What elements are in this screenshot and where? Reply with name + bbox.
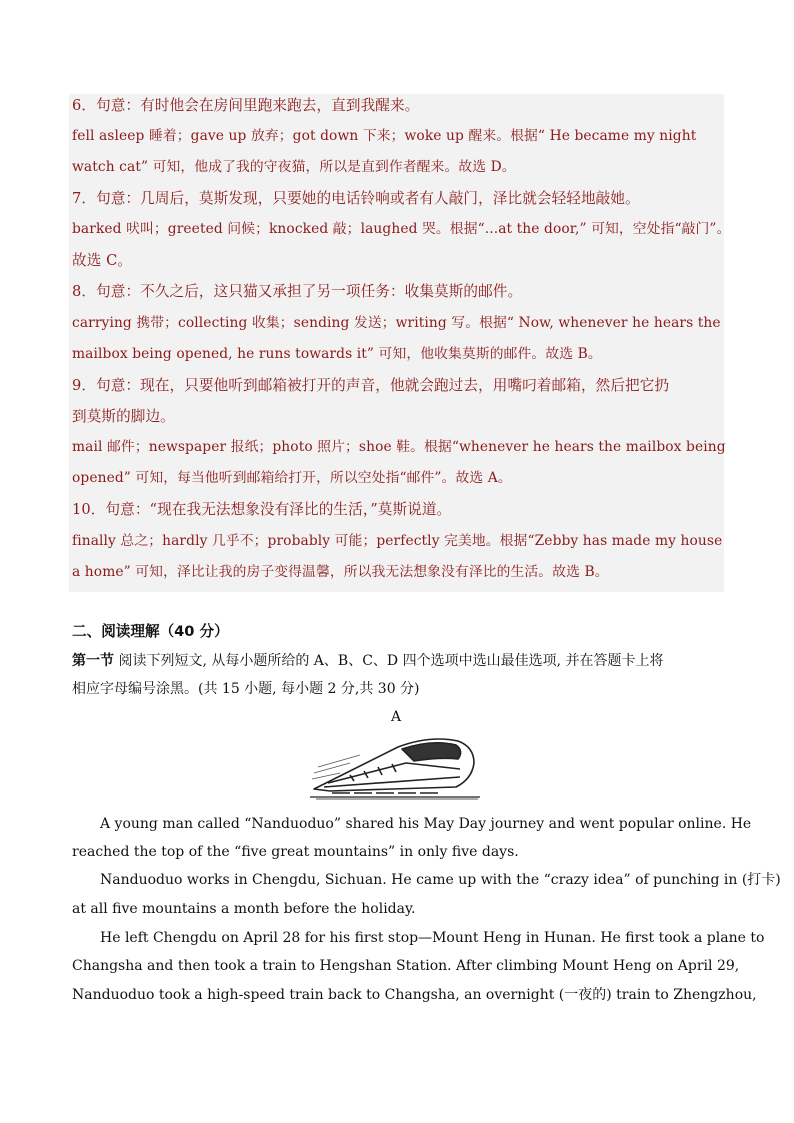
passage-paragraph-cont: Changsha and then took a train to Hengshan Station. After climbing Mount Heng on April 29, bbox=[72, 958, 740, 974]
answer-10-explanation: finally 总之；hardly 几乎不；probably 可能；perfectly 完美地。根据“Zebby has made my house bbox=[72, 533, 723, 549]
passage-label: A bbox=[391, 709, 402, 725]
answer-9-explanation: mail 邮件；newspaper 报纸；photo 照片；shoe 鞋。根据“whenever he hears the mailbox being bbox=[72, 439, 726, 455]
answer-8-meaning: 8．句意：不久之后，这只猫又承担了另一项任务：收集莫斯的邮件。 bbox=[72, 283, 523, 300]
answer-9-meaning-cont: 到莫斯的脚边。 bbox=[72, 408, 175, 425]
passage-paragraph: Nanduoduo works in Chengdu, Sichuan. He came up with the “crazy idea” of punching in (打卡) bbox=[100, 872, 781, 888]
answer-7-meaning: 7．句意：几周后，莫斯发现，只要她的电话铃响或者有人敲门，泽比就会轻轻地敲她。 bbox=[72, 190, 640, 207]
instruction-text: 阅读下列短文, 从每小题所给的 A、B、C、D 四个选项中选山最佳选项, 并在答题卡上将 bbox=[118, 653, 664, 669]
answer-6-meaning: 6．句意：有时他会在房间里跑来跑去，直到我醒来。 bbox=[72, 97, 420, 114]
answer-6-explanation-cont: watch cat” 可知，他成了我的守夜猫，所以是直到作者醒来。故选 D。 bbox=[72, 159, 516, 175]
instruction-text-cont: 相应字母编号涂黑。(共 15 小题, 每小题 2 分,共 30 分) bbox=[72, 681, 420, 697]
answer-8-explanation-cont: mailbox being opened, he runs towards it” 可知，他收集莫斯的邮件。故选 B。 bbox=[72, 346, 602, 362]
answer-10-meaning: 10．句意：“现在我无法想象没有泽比的生活，”莫斯说道。 bbox=[72, 501, 452, 518]
passage-paragraph: A young man called “Nanduoduo” shared his May Day journey and went popular online. He bbox=[100, 816, 752, 832]
high-speed-train-icon bbox=[310, 733, 480, 801]
passage-paragraph-cont: reached the top of the “five great mountains” in only five days. bbox=[72, 844, 519, 860]
passage-paragraph-cont: Nanduoduo took a high-speed train back to Changsha, an overnight (一夜的) train to Zhengzhou, bbox=[72, 987, 757, 1003]
answer-10-explanation-cont: a home” 可知，泽比让我的房子变得温馨，所以我无法想象没有泽比的生活。故选 B。 bbox=[72, 564, 609, 580]
part-label: 第一节 bbox=[72, 653, 114, 669]
passage-paragraph: He left Chengdu on April 28 for his first stop—Mount Heng in Hunan. He first took a plane to bbox=[100, 930, 765, 946]
answer-9-meaning: 9．句意：现在，只要他听到邮箱被打开的声音，他就会跑过去，用嘴叼着邮箱，然后把它扔 bbox=[72, 377, 670, 394]
section-instruction bbox=[72, 651, 732, 671]
answer-6-explanation: fell asleep 睡着；gave up 放弃；got down 下来；woke up 醒来。根据“ He became my night bbox=[72, 128, 697, 144]
answer-7-explanation-cont: 故选 C。 bbox=[72, 252, 133, 269]
answer-8-explanation: carrying 携带；collecting 收集；sending 发送；writing 写。根据“ Now, whenever he hears the bbox=[72, 315, 721, 331]
answer-9-explanation-cont: opened” 可知，每当他听到邮箱给打开，所以空处指“邮件”。故选 A。 bbox=[72, 470, 512, 486]
passage-paragraph-cont: at all five mountains a month before the holiday. bbox=[72, 901, 416, 917]
answer-7-explanation: barked 吠叫；greeted 问候；knocked 敲；laughed 哭。根据“...at the door,” 可知，空处指“敲门”。 bbox=[72, 221, 731, 237]
section-title: 二、阅读理解（40 分） bbox=[72, 623, 229, 640]
